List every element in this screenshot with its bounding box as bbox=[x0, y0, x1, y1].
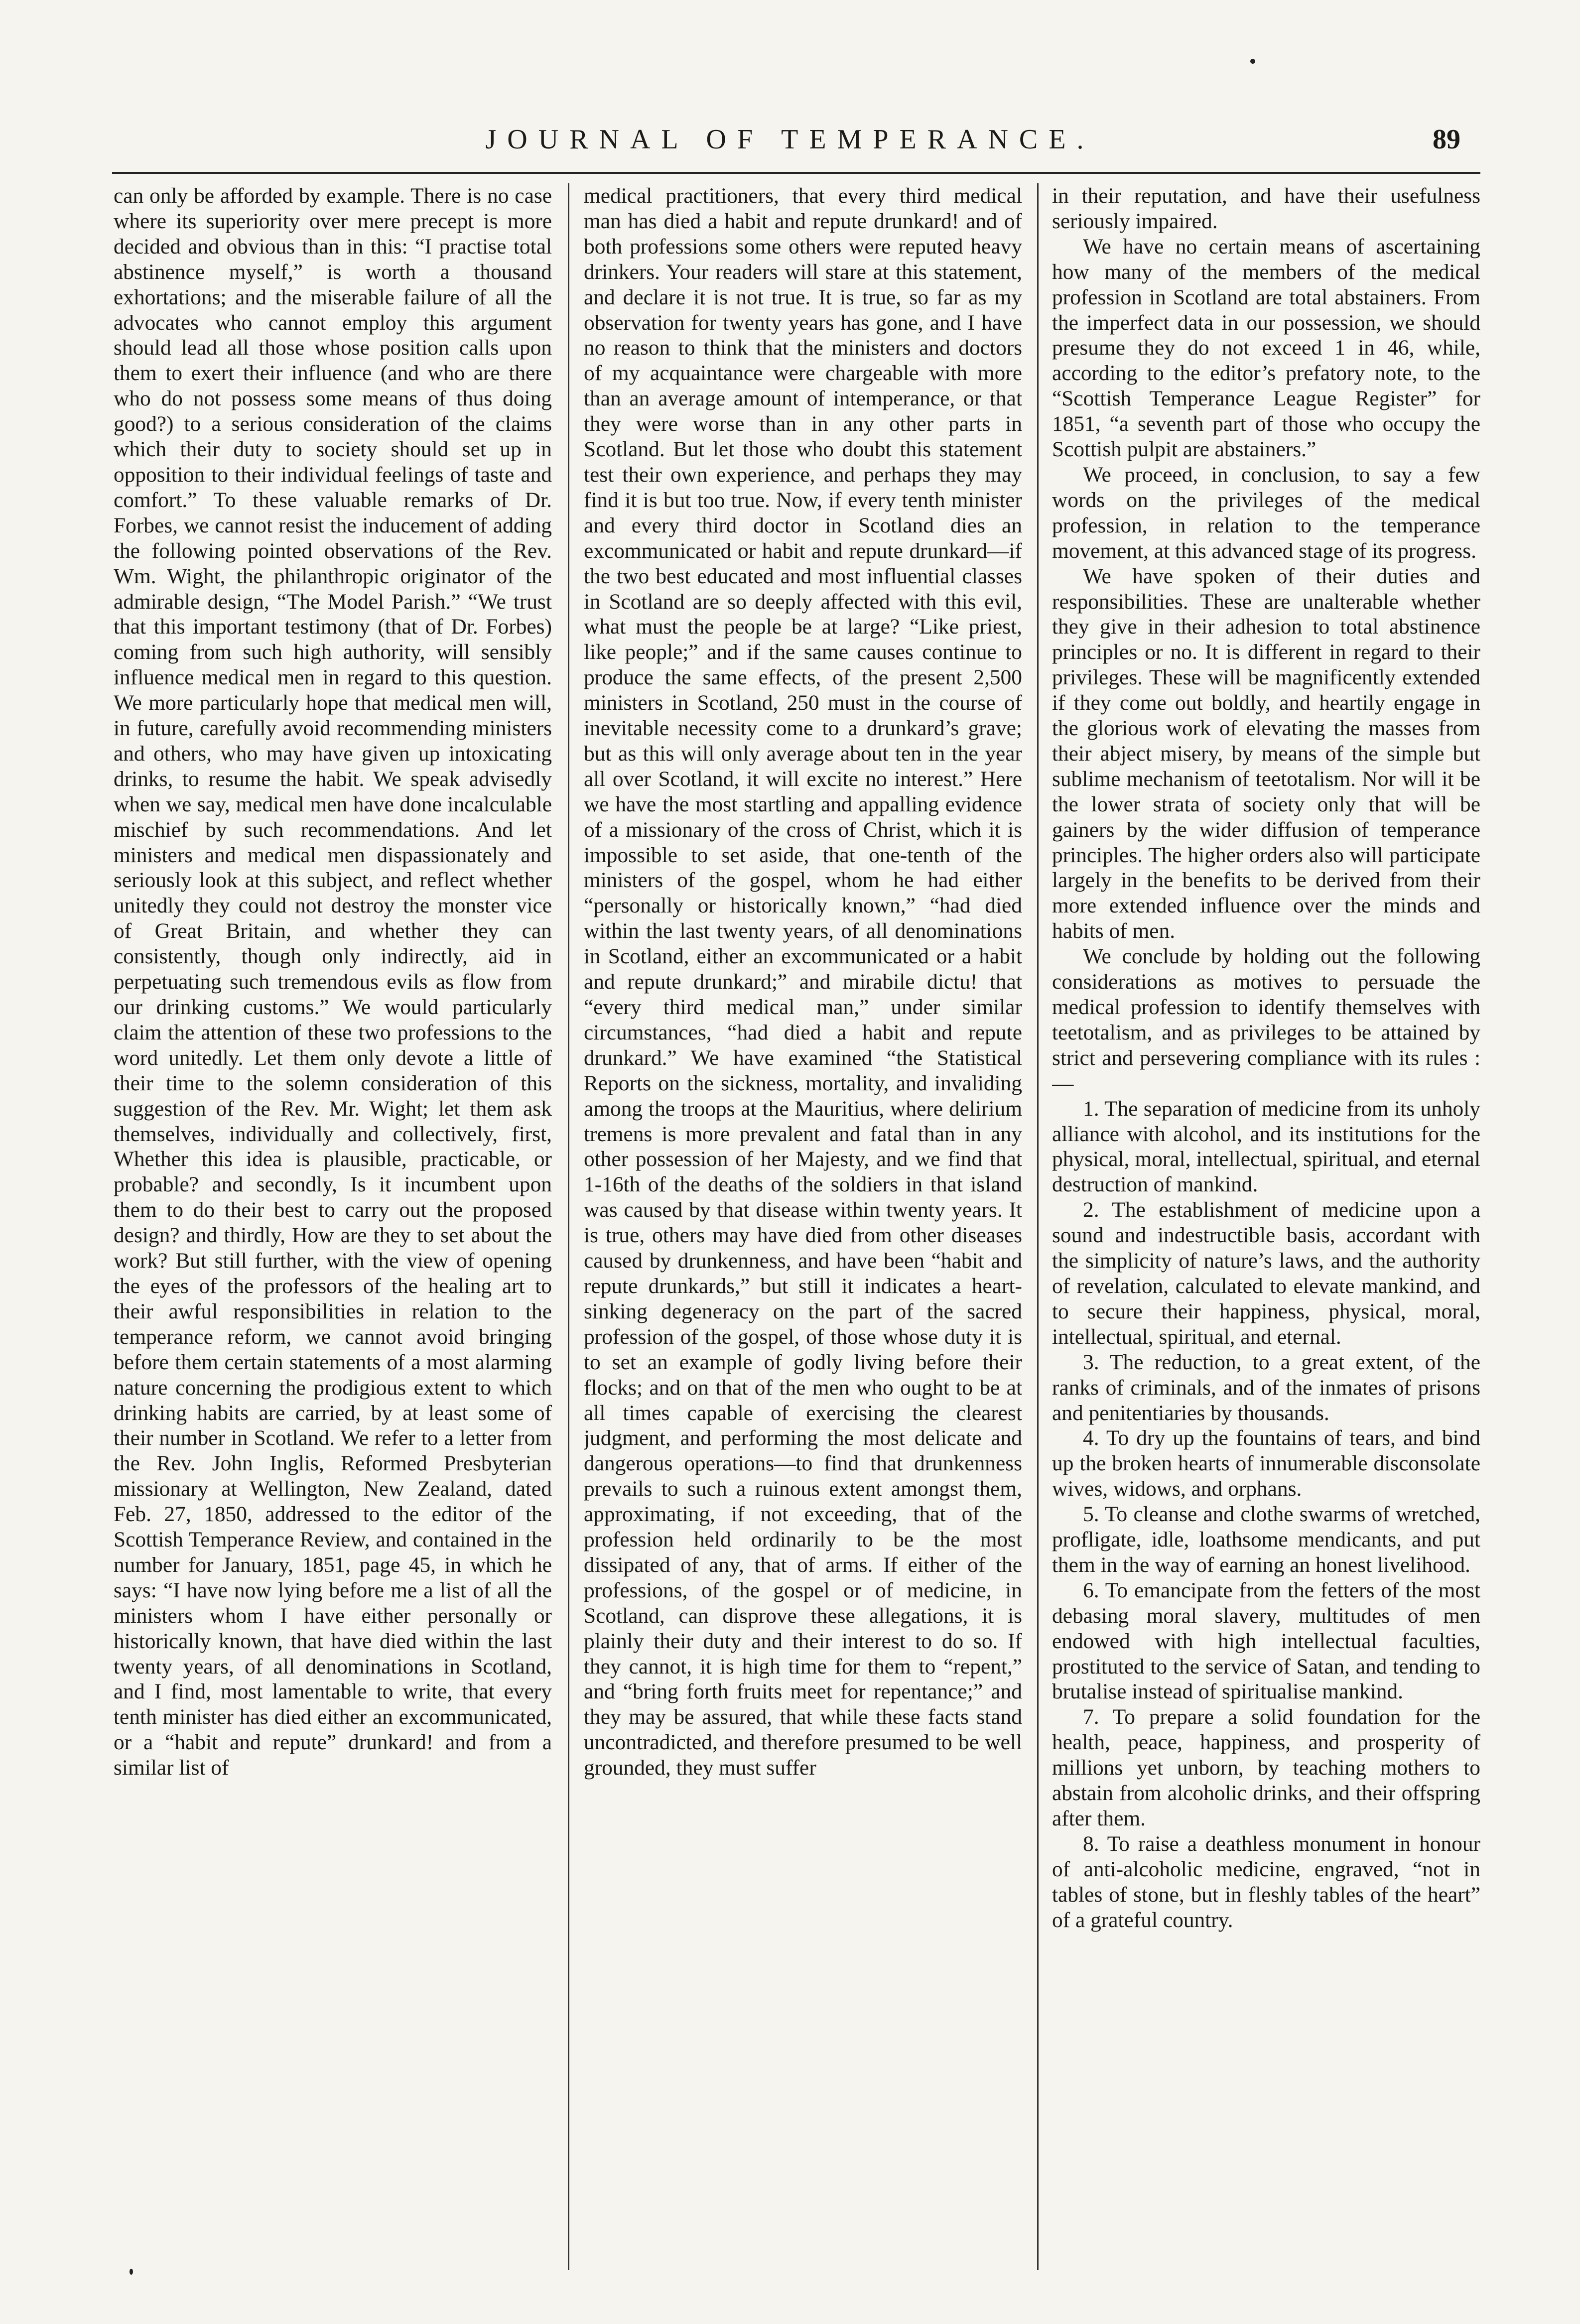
journal-title: JOURNAL OF TEMPERANCE. bbox=[485, 124, 1095, 155]
list-item: 3. The reduction, to a great extent, of the ranks of criminals, and of the inmates of prisons and penitentiaries by thousands. bbox=[1052, 1350, 1480, 1425]
list-item: 7. To prepare a solid foundation for the health, peace, happiness, and prosperity of millions yet unborn, by teaching mothers to abstain from alcoholic drinks, and their offspring after them. bbox=[1052, 1705, 1480, 1830]
list-item: 6. To emancipate from the fetters of the most debasing moral slavery, multitudes of men endowed with high intellectual faculties, prostituted to the service of Satan, and tending to brutalise instead of spiritualise mankind. bbox=[1052, 1578, 1480, 1704]
ink-speck bbox=[1250, 59, 1255, 64]
column-divider bbox=[568, 183, 569, 2270]
list-item: 2. The establishment of medicine upon a sound and indestructible basis, accordant with the simplicity of nature’s laws, and the authority of revelation, calculated to elevate mankind, and to secure their happiness, physical, moral, intellectual, spiritual, and eternal. bbox=[1052, 1198, 1480, 1349]
page-header bbox=[120, 124, 1460, 163]
column-3-paragraph: in their reputation, and have their usefulness seriously impaired. bbox=[1052, 184, 1480, 233]
list-item: 8. To raise a deathless monument in honour of anti-alcoholic medicine, engraved, “not in tables of stone, but in fleshly tables of the heart” of a grateful country. bbox=[1052, 1831, 1480, 1932]
list-item: 1. The separation of medicine from its unholy alliance with alcohol, and its institutions for the physical, moral, intellectual, spiritual, and eternal destruction of mankind. bbox=[1052, 1096, 1480, 1197]
ink-speck bbox=[130, 2269, 133, 2275]
column-1 bbox=[114, 183, 552, 2270]
header-rule bbox=[112, 172, 1480, 174]
column-3-paragraph: We proceed, in conclusion, to say a few words on the privileges of the medical profession, in relation to the temperance movement, at this advanced stage of its progress. bbox=[1052, 462, 1480, 563]
list-item: 5. To cleanse and clothe swarms of wretched, profligate, idle, loathsome mendicants, and put them in the way of earning an honest livelihood. bbox=[1052, 1502, 1480, 1577]
column-3-paragraph: We have no certain means of ascertaining how many of the members of the medical profession in Scotland are total abstainers. From the imperfect data in our possession, we should presume they do not exceed 1 in 46, while, according to the editor’s prefatory note, to the “Scottish Temperance League Register” for 1851, “a seventh part of those who occupy the Scottish pulpit are abstainers.” bbox=[1052, 234, 1480, 462]
column-3-paragraph: We conclude by holding out the following considerations as motives to persuade the medical profession to identify themselves with teetotalism, and as privileges to be attained by strict and persevering compliance with its rules :— bbox=[1052, 944, 1480, 1095]
column-3 bbox=[1052, 183, 1480, 2270]
column-3-paragraph: We have spoken of their duties and responsibilities. These are unalterable whether they give in their adhesion to total abstinence principles or no. It is different in regard to their privileges. These will be magnificently extended if they come out boldly, and heartily engage in the glorious work of elevating the masses from their abject misery, by means of the simple but sublime mechanism of teetotalism. Nor will it be the lower strata of society only that will be gainers by the wider diffusion of temperance principles. The higher orders also will participate largely in the benefits to be derived from their more extended influence over the minds and habits of men. bbox=[1052, 564, 1480, 943]
page-number: 89 bbox=[1433, 124, 1460, 155]
column-divider bbox=[1037, 183, 1039, 2270]
column-2 bbox=[584, 183, 1022, 2270]
column-2-paragraph: medical practitioners, that every third medical man has died a habit and repute drunkard! and of both professions some others were reputed heavy drinkers. Your readers will stare at this statement, and declare it is not true. It is true, so far as my observation for twenty years has gone, and I have no reason to think that the ministers and doctors of my acquaintance were chargeable with more than an average amount of intemperance, or that they were worse than in any other parts in Scotland. But let those who doubt this statement test their own experience, and perhaps they may find it is but too true. Now, if every tenth minister and every third doctor in Scotland dies an excommunicated or habit and repute drunkard—if the two best educated and most influential classes in Scotland are so deeply affected with this evil, what must the people be at large? “Like priest, like people;” and if the same causes continue to produce the same effects, of the present 2,500 ministers in Scotland, 250 must in the course of inevitable necessity come to a drunkard’s grave; but as this will only average about ten in the year all over Scotland, it will excite no interest.” Here we have the most startling and appalling evidence of a missionary of the cross of Christ, which it is impossible to set aside, that one-tenth of the ministers of the gospel, whom he had either “personally or historically known,” “had died within the last twenty years, of all denominations in Scotland, either an excommunicated or a habit and repute drunkard;” and mirabile dictu! that “every third medical man,” under similar circumstances, “had died a habit and repute drunkard.” We have examined “the Statistical Reports on the sickness, mortality, and invaliding among the troops at the Mauritius, where delirium tremens is more prevalent and fatal than in any other possession of her Majesty, and we find that 1-16th of the deaths of the soldiers in that island was caused by that disease within twenty years. It is true, others may have died from other diseases caused by drunkenness, and have been “habit and repute drunkards,” but still it indicates a heart-sinking degeneracy on the part of the sacred profession of the gospel, of those whose duty it is to set an example of godly living before their flocks; and on that of the men who ought to be at all times capable of exercising the clearest judgment, and performing the most delicate and dangerous operations—to find that drunkenness prevails to such a ruinous extent amongst them, approximating, if not exceeding, that of the profession held ordinarily to be the most dissipated of any, that of arms. If either of the professions, of the gospel or of medicine, in Scotland, can disprove these allegations, it is plainly their duty and their interest to do so. If they cannot, it is high time for them to “repent,” and “bring forth fruits meet for repentance;” and they may be assured, that while these facts stand uncontradicted, and therefore presumed to be well grounded, they must suffer bbox=[584, 184, 1022, 1780]
list-item: 4. To dry up the fountains of tears, and bind up the broken hearts of innumerable disconsolate wives, widows, and orphans. bbox=[1052, 1426, 1480, 1501]
column-1-paragraph: can only be afforded by example. There is no case where its superiority over mere precept is more decided and obvious than in this: “I practise total abstinence myself,” is worth a thousand exhortations; and the miserable failure of all the advocates who cannot employ this argument should lead all those whose position calls upon them to exert their influence (and who are there who do not possess some means of thus doing good?) to a serious consideration of the claims which their duty to society should set up in opposition to their individual feelings of taste and comfort.” To these valuable remarks of Dr. Forbes, we cannot resist the inducement of adding the following pointed observations of the Rev. Wm. Wight, the philanthropic originator of the admirable design, “The Model Parish.” “We trust that this important testimony (that of Dr. Forbes) coming from such high authority, will sensibly influence medical men in regard to this question. We more particularly hope that medical men will, in future, carefully avoid recommending ministers and others, who may have given up intoxicating drinks, to resume the habit. We speak advisedly when we say, medical men have done incalculable mischief by such recommendations. And let ministers and medical men dispassionately and seriously look at this subject, and reflect whether unitedly they could not destroy the monster vice of Great Britain, and whether they can consistently, though only indirectly, aid in perpetuating such tremendous evils as flow from our drinking customs.” We would particularly claim the attention of these two professions to the word unitedly. Let them only devote a little of their time to the solemn consideration of this suggestion of the Rev. Mr. Wight; let them ask themselves, individually and collectively, first, Whether this idea is plausible, practicable, or probable? and secondly, Is it incumbent upon them to do their best to carry out the proposed design? and thirdly, How are they to set about the work? But still further, with the view of opening the eyes of the professors of the healing art to their awful responsibilities in relation to the temperance reform, we cannot avoid bringing before them certain statements of a most alarming nature concerning the prodigious extent to which drinking habits are carried, by at least some of their number in Scotland. We refer to a letter from the Rev. John Inglis, Reformed Presbyterian missionary at Wellington, New Zealand, dated Feb. 27, 1850, addressed to the editor of the Scottish Temperance Review, and contained in the number for January, 1851, page 45, in which he says: “I have now lying before me a list of all the ministers whom I have either personally or historically known, that have died within the last twenty years, of all denominations in Scotland, and I find, most lamentable to write, that every tenth minister has died either an excommunicated, or a “habit and repute” drunkard! and from a similar list of bbox=[114, 184, 552, 1780]
